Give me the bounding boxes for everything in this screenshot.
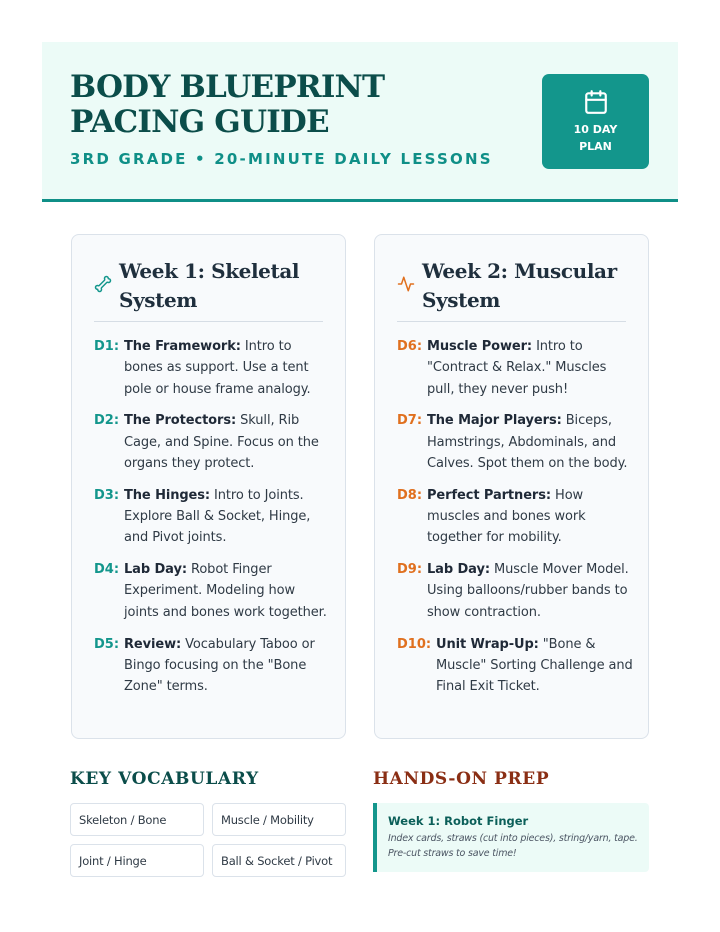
- day-text: Muscle Mover Model. Using balloons/rubber bands to show contraction.: [427, 562, 629, 620]
- day-item: [94, 336, 331, 400]
- day-description: [427, 336, 634, 400]
- day-item: [94, 410, 331, 474]
- prep-item: [373, 803, 649, 872]
- day-heading: The Framework:: [124, 339, 241, 354]
- day-item: [397, 410, 634, 474]
- plan-badge: [542, 74, 649, 169]
- day-text: "Bone & Muscle" Sorting Challenge and Final Exit Ticket.: [436, 636, 633, 695]
- day-description: [427, 410, 634, 474]
- week-2-card: [374, 234, 649, 739]
- day-description: [427, 485, 634, 549]
- day-code: D3:: [94, 487, 120, 503]
- week-2-days: [397, 336, 634, 708]
- day-heading: The Protectors:: [124, 413, 237, 429]
- day-heading: Lab Day:: [124, 562, 187, 578]
- day-text: Intro to Joints. Explore Ball & Socket, Hinge, and Pivot joints.: [124, 487, 311, 546]
- week-1-card: [71, 234, 346, 739]
- day-text: Skull, Rib Cage, and Spine. Focus on the organs they protect.: [124, 413, 319, 471]
- day-code: D5:: [94, 636, 120, 652]
- divider: [94, 321, 323, 322]
- vocab-term: Muscle / Mobility: [212, 803, 346, 836]
- prep-item-text: Index cards, straws (cut into pieces), string/yarn, tape. Pre-cut straws to save time!: [388, 833, 638, 859]
- divider: [397, 321, 626, 322]
- week-1-title: Week 1: Skeletal System: [119, 259, 300, 312]
- day-item: [94, 634, 331, 698]
- day-code: D4:: [94, 562, 120, 578]
- plan-label: 10 DAY PLAN: [573, 122, 618, 153]
- week-1-days: [94, 336, 331, 708]
- day-text: Vocabulary Taboo or Bingo focusing on the "Bone Zone" terms.: [124, 636, 315, 695]
- day-heading: Perfect Partners:: [427, 487, 551, 503]
- day-description: [124, 336, 331, 400]
- day-code: D10:: [397, 636, 432, 652]
- day-text: How muscles and bones work together for mobility.: [427, 487, 586, 546]
- vocabulary-title: KEY VOCABULARY: [70, 769, 259, 789]
- calendar-icon: [583, 89, 609, 115]
- day-description: [436, 634, 634, 698]
- vocab-term: Skeleton / Bone: [70, 803, 204, 836]
- day-code: D7:: [397, 413, 423, 429]
- bone-icon: [94, 275, 112, 293]
- day-item: [397, 336, 634, 400]
- page-header: [42, 42, 678, 202]
- vocabulary-grid: [70, 803, 347, 877]
- day-heading: The Hinges:: [124, 487, 211, 503]
- day-heading: Lab Day:: [427, 562, 490, 578]
- day-item: [94, 485, 331, 549]
- day-item: [94, 559, 331, 623]
- day-code: D1:: [94, 339, 120, 354]
- day-text: Robot Finger Experiment. Modeling how joints and bones work together.: [124, 562, 327, 620]
- pulse-icon: [397, 275, 415, 293]
- prep-item-heading: Week 1: Robot Finger: [388, 814, 529, 828]
- week-2-title: Week 2: Muscular System: [422, 259, 617, 312]
- day-code: D6:: [397, 339, 423, 354]
- day-item: [397, 485, 634, 549]
- day-text: Intro to bones as support. Use a tent pole or house frame analogy.: [124, 339, 311, 397]
- day-heading: The Major Players:: [427, 413, 562, 429]
- day-description: [124, 634, 331, 698]
- day-description: [124, 559, 331, 623]
- day-code: D9:: [397, 562, 423, 578]
- vocab-term: Joint / Hinge: [70, 844, 204, 877]
- day-description: [124, 485, 331, 549]
- day-description: [427, 559, 634, 623]
- day-code: D8:: [397, 487, 423, 503]
- day-code: D2:: [94, 413, 120, 429]
- day-text: Biceps, Hamstrings, Abdominals, and Calves. Spot them on the body.: [427, 413, 628, 471]
- vocab-term: Ball & Socket / Pivot: [212, 844, 346, 877]
- day-item: [397, 559, 634, 623]
- day-heading: Muscle Power:: [427, 339, 533, 354]
- day-item: [397, 634, 634, 698]
- page-title: BODY BLUEPRINT PACING GUIDE: [70, 69, 385, 140]
- day-heading: Review:: [124, 636, 182, 652]
- day-heading: Unit Wrap-Up:: [436, 636, 539, 652]
- prep-title: HANDS-ON PREP: [373, 769, 550, 789]
- page-subtitle: 3RD GRADE • 20-MINUTE DAILY LESSONS: [70, 150, 493, 168]
- day-text: Intro to "Contract & Relax." Muscles pull, they never push!: [427, 339, 607, 397]
- day-description: [124, 410, 331, 474]
